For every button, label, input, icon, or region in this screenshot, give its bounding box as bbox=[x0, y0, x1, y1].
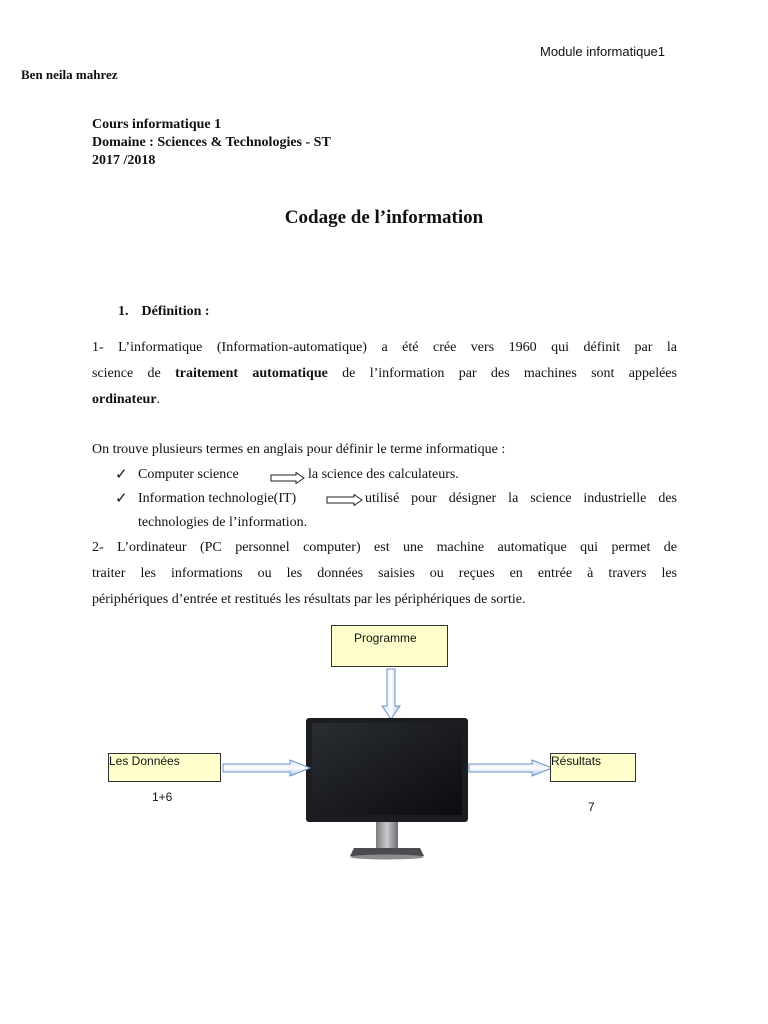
term-computer-science-def: la science des calculateurs. bbox=[308, 467, 459, 482]
para1-line3 bbox=[92, 387, 677, 413]
term-it: Information technologie(IT) bbox=[138, 491, 297, 506]
output-value: 7 bbox=[588, 800, 595, 814]
output-label: Résultats bbox=[551, 754, 602, 768]
para1-line2 bbox=[92, 361, 677, 387]
right-arrow-icon bbox=[326, 494, 364, 506]
term-it-def-cont: technologies de l’information. bbox=[138, 515, 308, 530]
para1-bold-ordinateur: ordinateur bbox=[92, 392, 157, 407]
input-label: Les Données bbox=[109, 754, 180, 768]
program-box bbox=[331, 625, 448, 667]
para2-line2: traiter les informations ou les données saisies ou reçues en entrée à travers les bbox=[92, 566, 677, 581]
para2-line3: périphériques d’entrée et restitués les résultats par les périphériques de sortie. bbox=[92, 592, 526, 607]
para1-line3-post: . bbox=[156, 392, 161, 407]
program-label: Programme bbox=[354, 631, 417, 645]
section-heading bbox=[118, 304, 210, 320]
module-header: Module informatique1 bbox=[540, 44, 666, 59]
checkmark-icon: ✓ bbox=[115, 491, 128, 507]
computer-paragraph bbox=[92, 535, 677, 613]
terms-intro: On trouve plusieurs termes en anglais pour définir le terme informatique : bbox=[92, 442, 506, 457]
para1-bold-term: traitement automatique bbox=[175, 366, 328, 381]
section-label: Définition : bbox=[141, 304, 210, 319]
author-name: Ben neila mahrez bbox=[21, 67, 118, 82]
output-results-box bbox=[550, 753, 636, 782]
checkmark-icon: ✓ bbox=[115, 467, 128, 483]
computer-monitor-icon bbox=[296, 714, 476, 862]
para1-line2-pre: science de bbox=[92, 366, 176, 381]
para1-line2-post: de l’information par des machines sont appelées bbox=[327, 366, 677, 381]
term-it-def: utilisé pour désigner la science industrielle des bbox=[365, 491, 677, 506]
course-domain: Domaine : Sciences & Technologies - ST bbox=[92, 135, 331, 150]
course-year: 2017 /2018 bbox=[92, 153, 156, 168]
right-arrow-icon bbox=[468, 759, 554, 777]
term-computer-science: Computer science bbox=[138, 467, 239, 482]
section-number: 1. bbox=[118, 304, 129, 319]
input-value: 1+6 bbox=[152, 790, 173, 804]
para1-line1: 1- L’informatique (Information-automatique) a été crée vers 1960 qui définit par la bbox=[92, 340, 677, 355]
right-arrow-icon bbox=[270, 472, 306, 484]
para2-line1: 2- L’ordinateur (PC personnel computer) est une machine automatique qui permet de bbox=[92, 540, 677, 555]
course-title: Cours informatique 1 bbox=[92, 117, 222, 132]
right-arrow-icon bbox=[222, 759, 312, 777]
down-arrow-icon bbox=[381, 668, 401, 720]
page-title: Codage de l’information bbox=[284, 207, 484, 228]
input-data-box bbox=[108, 753, 221, 782]
definition-paragraph bbox=[92, 335, 677, 413]
